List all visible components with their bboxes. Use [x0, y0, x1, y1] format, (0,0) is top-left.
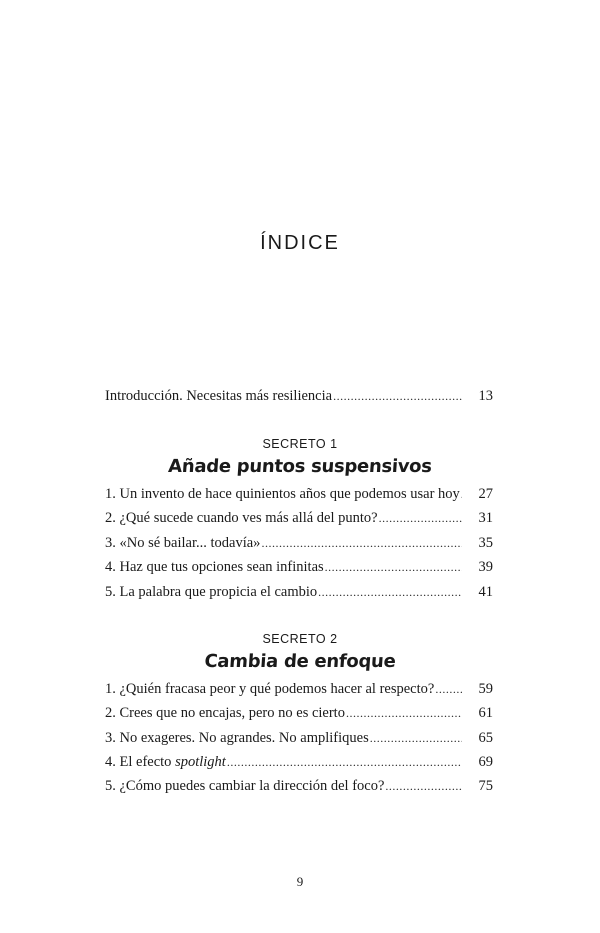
toc-entry[interactable]	[105, 679, 493, 699]
dot-leader	[379, 508, 462, 528]
toc-page-number: 41	[478, 584, 493, 600]
toc-page-number: 27	[478, 486, 493, 502]
toc-entry-text: 4. Haz que tus opciones sean infinitas	[105, 559, 324, 575]
toc-entry-text: 5. ¿Cómo puedes cambiar la dirección del foco?	[105, 778, 385, 794]
toc-page-number: 61	[478, 705, 493, 721]
dot-leader	[261, 533, 462, 553]
toc-page-number: 13	[478, 388, 493, 404]
toc-page-number: 35	[478, 535, 493, 551]
dot-leader	[227, 752, 462, 772]
dot-leader	[385, 776, 462, 796]
section-label-secreto-1: SECRETO 1	[262, 437, 338, 451]
toc-entry-text: 1. ¿Quién fracasa peor y qué podemos hacer al respecto?	[105, 681, 435, 697]
toc-entry[interactable]	[105, 752, 493, 772]
toc-entry[interactable]	[105, 776, 493, 796]
toc-entry[interactable]	[105, 508, 493, 528]
dot-leader	[346, 703, 462, 723]
toc-page-number: 75	[478, 778, 493, 794]
toc-entry-text: 1. Un invento de hace quinientos años que podemos usar hoy	[105, 486, 460, 502]
toc-entry[interactable]	[105, 484, 493, 504]
toc-page-number: 65	[478, 730, 493, 746]
toc-page-number: 39	[478, 559, 493, 575]
dot-leader	[370, 728, 462, 748]
page-number: 9	[296, 874, 304, 889]
dot-leader	[333, 386, 462, 406]
toc-entry-text-prefix: 4. El efecto	[105, 754, 176, 770]
section-label-secreto-2: SECRETO 2	[262, 632, 338, 646]
toc-page-number: 31	[478, 510, 493, 526]
toc-entry-text-italic: spotlight	[175, 754, 226, 770]
toc-entry[interactable]	[105, 582, 493, 602]
dot-leader	[461, 484, 462, 504]
dot-leader	[435, 679, 462, 699]
toc-entry-text: 2. ¿Qué sucede cuando ves más allá del punto?	[105, 510, 378, 526]
dot-leader	[325, 557, 462, 577]
toc-entry[interactable]	[105, 557, 493, 577]
toc-entry[interactable]	[105, 728, 493, 748]
section-title-secreto-2: Cambia de enfoque	[203, 651, 397, 672]
dot-leader	[318, 582, 462, 602]
toc-entry-text: 5. La palabra que propicia el cambio	[105, 584, 318, 600]
toc-page-number: 69	[478, 754, 493, 770]
page-title: ÍNDICE	[260, 232, 340, 254]
toc-entry-text: Introducción. Necesitas más resiliencia	[105, 388, 333, 404]
toc-entry[interactable]	[105, 703, 493, 723]
toc-entry-text	[105, 752, 226, 772]
toc-entry-text: 3. No exageres. No agrandes. No amplifiques	[105, 730, 369, 746]
section-title-secreto-1: Añade puntos suspensivos	[167, 456, 433, 477]
toc-entry[interactable]	[105, 533, 493, 553]
toc-page-number: 59	[478, 681, 493, 697]
toc-entry-introduction[interactable]	[105, 386, 493, 406]
toc-entry-text: 3. «No sé bailar... todavía»	[105, 535, 261, 551]
toc-entry-text: 2. Crees que no encajas, pero no es cierto	[105, 705, 345, 721]
